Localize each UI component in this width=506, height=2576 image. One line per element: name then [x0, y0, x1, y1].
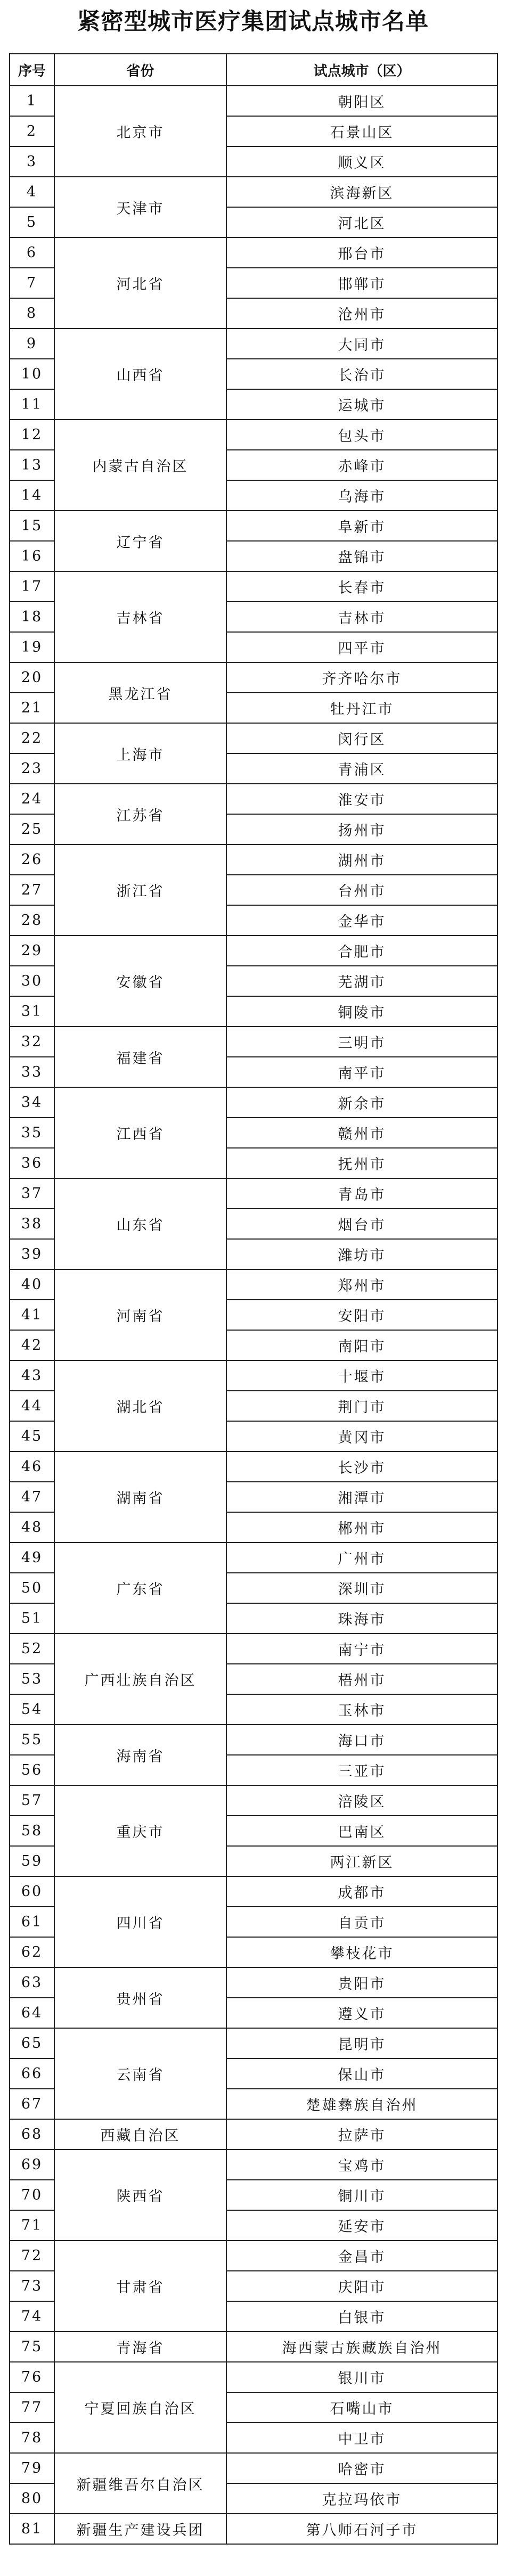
city-cell: 珠海市 — [226, 1603, 497, 1634]
table-row — [10, 2332, 497, 2362]
row-number: 44 — [10, 1391, 54, 1421]
city-cell: 自贡市 — [226, 1907, 497, 1937]
province-cell: 湖南省 — [54, 1451, 226, 1543]
city-cell: 安阳市 — [226, 1300, 497, 1330]
table-row — [10, 844, 497, 875]
row-number: 11 — [10, 389, 54, 420]
city-cell: 攀枝花市 — [226, 1937, 497, 1967]
city-cell: 铜陵市 — [226, 996, 497, 1027]
page-title: 紧密型城市医疗集团试点城市名单 — [77, 9, 429, 35]
city-cell: 抚州市 — [226, 1148, 497, 1178]
city-cell: 大同市 — [226, 329, 497, 359]
city-cell: 白银市 — [226, 2301, 497, 2332]
row-number: 35 — [10, 1118, 54, 1148]
row-number: 28 — [10, 905, 54, 936]
province-cell: 江西省 — [54, 1087, 226, 1178]
table-row — [10, 177, 497, 207]
province-cell: 贵州省 — [54, 1967, 226, 2028]
city-cell: 金华市 — [226, 905, 497, 936]
row-number: 39 — [10, 1239, 54, 1269]
province-cell: 江苏省 — [54, 784, 226, 844]
city-cell: 台州市 — [226, 875, 497, 905]
table-row — [10, 2362, 497, 2392]
row-number: 70 — [10, 2180, 54, 2210]
row-number: 36 — [10, 1148, 54, 1178]
city-cell: 克拉玛依市 — [226, 2483, 497, 2514]
province-cell: 山东省 — [54, 1178, 226, 1269]
province-cell: 广东省 — [54, 1543, 226, 1634]
city-cell: 海西蒙古族藏族自治州 — [226, 2332, 497, 2362]
province-cell: 新疆生产建设兵团 — [54, 2514, 226, 2544]
city-cell: 石景山区 — [226, 116, 497, 146]
table-row — [10, 2028, 497, 2058]
city-cell: 南阳市 — [226, 1330, 497, 1360]
city-cell: 中卫市 — [226, 2423, 497, 2453]
row-number: 46 — [10, 1451, 54, 1482]
city-cell: 邢台市 — [226, 237, 497, 268]
city-cell: 郴州市 — [226, 1512, 497, 1543]
province-cell: 湖北省 — [54, 1360, 226, 1451]
city-cell: 顺义区 — [226, 146, 497, 177]
table-row — [10, 723, 497, 753]
header-city: 试点城市（区） — [226, 54, 497, 86]
city-cell: 包头市 — [226, 420, 497, 450]
row-number: 23 — [10, 753, 54, 784]
row-number: 38 — [10, 1209, 54, 1239]
table-row — [10, 511, 497, 541]
province-cell: 山西省 — [54, 329, 226, 420]
province-cell: 辽宁省 — [54, 511, 226, 571]
row-number: 31 — [10, 996, 54, 1027]
province-cell: 甘肃省 — [54, 2241, 226, 2332]
row-number: 55 — [10, 1725, 54, 1755]
row-number: 32 — [10, 1027, 54, 1057]
city-cell: 郑州市 — [226, 1269, 497, 1300]
province-cell: 陕西省 — [54, 2150, 226, 2241]
city-cell: 南宁市 — [226, 1634, 497, 1664]
province-cell: 宁夏回族自治区 — [54, 2362, 226, 2453]
row-number: 75 — [10, 2332, 54, 2362]
table-row — [10, 1360, 497, 1391]
table-header-row — [10, 54, 497, 86]
table-row — [10, 2514, 497, 2544]
province-cell: 福建省 — [54, 1027, 226, 1087]
province-cell: 四川省 — [54, 1876, 226, 1967]
city-cell: 运城市 — [226, 389, 497, 420]
city-cell: 南平市 — [226, 1057, 497, 1087]
row-number: 3 — [10, 146, 54, 177]
row-number: 78 — [10, 2423, 54, 2453]
city-cell: 邯郸市 — [226, 268, 497, 298]
row-number: 81 — [10, 2514, 54, 2544]
city-cell: 两江新区 — [226, 1846, 497, 1876]
city-cell: 海口市 — [226, 1725, 497, 1755]
province-cell: 河北省 — [54, 237, 226, 329]
city-cell: 牡丹江市 — [226, 693, 497, 723]
row-number: 4 — [10, 177, 54, 207]
row-number: 13 — [10, 450, 54, 480]
row-number: 54 — [10, 1694, 54, 1725]
city-cell: 四平市 — [226, 632, 497, 662]
province-cell: 天津市 — [54, 177, 226, 237]
city-cell: 黄冈市 — [226, 1421, 497, 1451]
city-cell: 芜湖市 — [226, 966, 497, 996]
row-number: 79 — [10, 2453, 54, 2483]
row-number: 9 — [10, 329, 54, 359]
row-number: 37 — [10, 1178, 54, 1209]
province-cell: 浙江省 — [54, 844, 226, 936]
row-number: 68 — [10, 2119, 54, 2150]
city-cell: 青岛市 — [226, 1178, 497, 1209]
province-cell: 吉林省 — [54, 571, 226, 662]
row-number: 22 — [10, 723, 54, 753]
city-cell: 巴南区 — [226, 1816, 497, 1846]
province-cell: 重庆市 — [54, 1785, 226, 1876]
row-number: 1 — [10, 86, 54, 116]
city-cell: 庆阳市 — [226, 2271, 497, 2301]
city-cell: 石嘴山市 — [226, 2392, 497, 2423]
header-no: 序号 — [10, 54, 54, 86]
city-cell: 沧州市 — [226, 298, 497, 329]
city-cell: 乌海市 — [226, 480, 497, 511]
table-row — [10, 1967, 497, 1998]
row-number: 43 — [10, 1360, 54, 1391]
table-body — [10, 86, 497, 2544]
table-row — [10, 2241, 497, 2271]
row-number: 53 — [10, 1664, 54, 1694]
table-row — [10, 1269, 497, 1300]
city-cell: 三亚市 — [226, 1755, 497, 1785]
row-number: 59 — [10, 1846, 54, 1876]
row-number: 71 — [10, 2210, 54, 2241]
city-cell: 遵义市 — [226, 1998, 497, 2028]
city-cell: 铜川市 — [226, 2180, 497, 2210]
row-number: 24 — [10, 784, 54, 814]
province-cell: 安徽省 — [54, 936, 226, 1027]
province-cell: 新疆维吾尔自治区 — [54, 2453, 226, 2514]
province-cell: 海南省 — [54, 1725, 226, 1785]
province-cell: 西藏自治区 — [54, 2119, 226, 2150]
city-cell: 闵行区 — [226, 723, 497, 753]
row-number: 77 — [10, 2392, 54, 2423]
table-row — [10, 1027, 497, 1057]
row-number: 47 — [10, 1482, 54, 1512]
city-cell: 成都市 — [226, 1876, 497, 1907]
row-number: 27 — [10, 875, 54, 905]
city-cell: 长沙市 — [226, 1451, 497, 1482]
city-cell: 延安市 — [226, 2210, 497, 2241]
table-row — [10, 1451, 497, 1482]
row-number: 26 — [10, 844, 54, 875]
city-cell: 荆门市 — [226, 1391, 497, 1421]
city-cell: 潍坊市 — [226, 1239, 497, 1269]
table-row — [10, 936, 497, 966]
table-row — [10, 2119, 497, 2150]
row-number: 76 — [10, 2362, 54, 2392]
table-row — [10, 1087, 497, 1118]
row-number: 17 — [10, 571, 54, 602]
province-cell: 北京市 — [54, 86, 226, 177]
row-number: 73 — [10, 2271, 54, 2301]
row-number: 48 — [10, 1512, 54, 1543]
city-cell: 盘锦市 — [226, 541, 497, 571]
row-number: 29 — [10, 936, 54, 966]
row-number: 63 — [10, 1967, 54, 1998]
row-number: 72 — [10, 2241, 54, 2271]
city-cell: 贵阳市 — [226, 1967, 497, 1998]
table-row — [10, 662, 497, 693]
table-row — [10, 86, 497, 116]
city-cell: 合肥市 — [226, 936, 497, 966]
row-number: 34 — [10, 1087, 54, 1118]
row-number: 14 — [10, 480, 54, 511]
city-cell: 河北区 — [226, 207, 497, 237]
city-cell: 十堰市 — [226, 1360, 497, 1391]
table-row — [10, 1876, 497, 1907]
row-number: 33 — [10, 1057, 54, 1087]
city-cell: 齐齐哈尔市 — [226, 662, 497, 693]
city-cell: 深圳市 — [226, 1573, 497, 1603]
row-number: 65 — [10, 2028, 54, 2058]
province-cell: 内蒙古自治区 — [54, 420, 226, 511]
city-cell: 烟台市 — [226, 1209, 497, 1239]
province-cell: 广西壮族自治区 — [54, 1634, 226, 1725]
city-cell: 长治市 — [226, 359, 497, 389]
city-cell: 哈密市 — [226, 2453, 497, 2483]
city-cell: 涪陵区 — [226, 1785, 497, 1816]
city-cell: 第八师石河子市 — [226, 2514, 497, 2544]
city-cell: 长春市 — [226, 571, 497, 602]
city-cell: 湘潭市 — [226, 1482, 497, 1512]
row-number: 64 — [10, 1998, 54, 2028]
row-number: 21 — [10, 693, 54, 723]
row-number: 74 — [10, 2301, 54, 2332]
city-cell: 三明市 — [226, 1027, 497, 1057]
table-row — [10, 1634, 497, 1664]
row-number: 40 — [10, 1269, 54, 1300]
city-cell: 保山市 — [226, 2058, 497, 2089]
city-cell: 吉林市 — [226, 602, 497, 632]
row-number: 67 — [10, 2089, 54, 2119]
row-number: 66 — [10, 2058, 54, 2089]
city-cell: 青浦区 — [226, 753, 497, 784]
row-number: 2 — [10, 116, 54, 146]
header-province: 省份 — [54, 54, 226, 86]
table-row — [10, 571, 497, 602]
table-row — [10, 420, 497, 450]
pilot-city-table — [9, 53, 498, 2545]
row-number: 45 — [10, 1421, 54, 1451]
row-number: 10 — [10, 359, 54, 389]
row-number: 69 — [10, 2150, 54, 2180]
city-cell: 昆明市 — [226, 2028, 497, 2058]
province-cell: 云南省 — [54, 2028, 226, 2119]
row-number: 15 — [10, 511, 54, 541]
row-number: 12 — [10, 420, 54, 450]
row-number: 51 — [10, 1603, 54, 1634]
row-number: 18 — [10, 602, 54, 632]
table-row — [10, 1543, 497, 1573]
province-cell: 青海省 — [54, 2332, 226, 2362]
table-row — [10, 1785, 497, 1816]
city-cell: 玉林市 — [226, 1694, 497, 1725]
row-number: 49 — [10, 1543, 54, 1573]
city-cell: 梧州市 — [226, 1664, 497, 1694]
table-row — [10, 2453, 497, 2483]
row-number: 5 — [10, 207, 54, 237]
table-row — [10, 1725, 497, 1755]
table-row — [10, 329, 497, 359]
row-number: 60 — [10, 1876, 54, 1907]
row-number: 57 — [10, 1785, 54, 1816]
row-number: 62 — [10, 1937, 54, 1967]
table-row — [10, 784, 497, 814]
table-row — [10, 237, 497, 268]
city-cell: 银川市 — [226, 2362, 497, 2392]
city-cell: 阜新市 — [226, 511, 497, 541]
row-number: 58 — [10, 1816, 54, 1846]
city-cell: 扬州市 — [226, 814, 497, 844]
row-number: 20 — [10, 662, 54, 693]
row-number: 61 — [10, 1907, 54, 1937]
city-cell: 湖州市 — [226, 844, 497, 875]
table-row — [10, 2150, 497, 2180]
city-cell: 宝鸡市 — [226, 2150, 497, 2180]
city-cell: 新余市 — [226, 1087, 497, 1118]
table-row — [10, 1178, 497, 1209]
city-cell: 金昌市 — [226, 2241, 497, 2271]
row-number: 16 — [10, 541, 54, 571]
province-cell: 河南省 — [54, 1269, 226, 1360]
row-number: 8 — [10, 298, 54, 329]
row-number: 41 — [10, 1300, 54, 1330]
row-number: 52 — [10, 1634, 54, 1664]
city-cell: 淮安市 — [226, 784, 497, 814]
row-number: 56 — [10, 1755, 54, 1785]
row-number: 30 — [10, 966, 54, 996]
row-number: 7 — [10, 268, 54, 298]
city-cell: 广州市 — [226, 1543, 497, 1573]
city-cell: 朝阳区 — [226, 86, 497, 116]
row-number: 50 — [10, 1573, 54, 1603]
city-cell: 赣州市 — [226, 1118, 497, 1148]
city-cell: 赤峰市 — [226, 450, 497, 480]
row-number: 80 — [10, 2483, 54, 2514]
row-number: 25 — [10, 814, 54, 844]
row-number: 42 — [10, 1330, 54, 1360]
city-cell: 滨海新区 — [226, 177, 497, 207]
row-number: 19 — [10, 632, 54, 662]
city-cell: 拉萨市 — [226, 2119, 497, 2150]
province-cell: 黑龙江省 — [54, 662, 226, 723]
row-number: 6 — [10, 237, 54, 268]
city-cell: 楚雄彝族自治州 — [226, 2089, 497, 2119]
province-cell: 上海市 — [54, 723, 226, 784]
